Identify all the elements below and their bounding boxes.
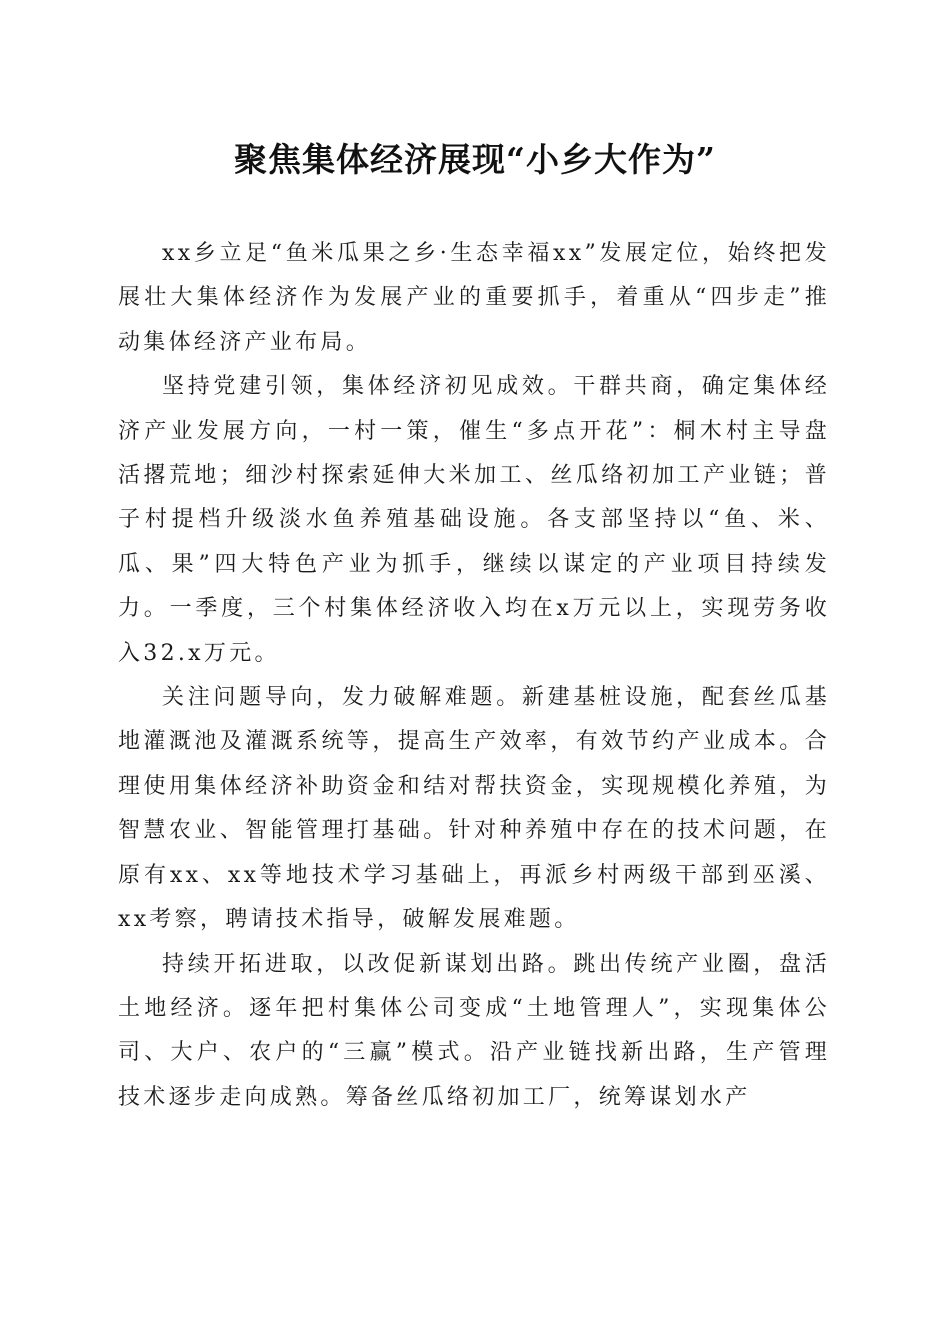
paragraph-intro: xx乡立足“鱼米瓜果之乡·生态幸福xx”发展定位，始终把发展壮大集体经济作为发展产业的重要抓手，着重从“四步走”推动集体经济产业布局。 <box>118 241 830 355</box>
paragraph-party-leadership: 坚持党建引领，集体经济初见成效。干群共商，确定集体经济产业发展方向，一村一策，催生“多点开花”：桐木村主导盘活撂荒地；细沙村探索延伸大米加工、丝瓜络初加工产业链；普子村提档升级淡水鱼养殖基础设施。各支部坚持以“鱼、米、瓜、果”四大特色产业为抓手，继续以谋定的产业项目持续发力。一季度，三个村集体经济收入均在x万元以上，实现劳务收入32.x万元。 <box>118 374 830 666</box>
document-body <box>118 232 830 1120</box>
document-title: 聚焦集体经济展现“小乡大作为” <box>234 140 716 179</box>
paragraph-innovation: 持续开拓进取，以改促新谋划出路。跳出传统产业圈，盘活土地经济。逐年把村集体公司变成“土地管理人”，实现集体公司、大户、农户的“三赢”模式。沿产业链找新出路，生产管理技术逐步走向成熟。筹备丝瓜络初加工厂，统筹谋划水产 <box>118 951 830 1110</box>
paragraph-problem-solving: 关注问题导向，发力破解难题。新建基桩设施，配套丝瓜基地灌溉池及灌溉系统等，提高生产效率，有效节约产业成本。合理使用集体经济补助资金和结对帮扶资金，实现规模化养殖，为智慧农业、智能管理打基础。针对种养殖中存在的技术问题，在原有xx、xx等地技术学习基础上，再派乡村两级干部到巫溪、xx考察，聘请技术指导，破解发展难题。 <box>118 685 830 933</box>
